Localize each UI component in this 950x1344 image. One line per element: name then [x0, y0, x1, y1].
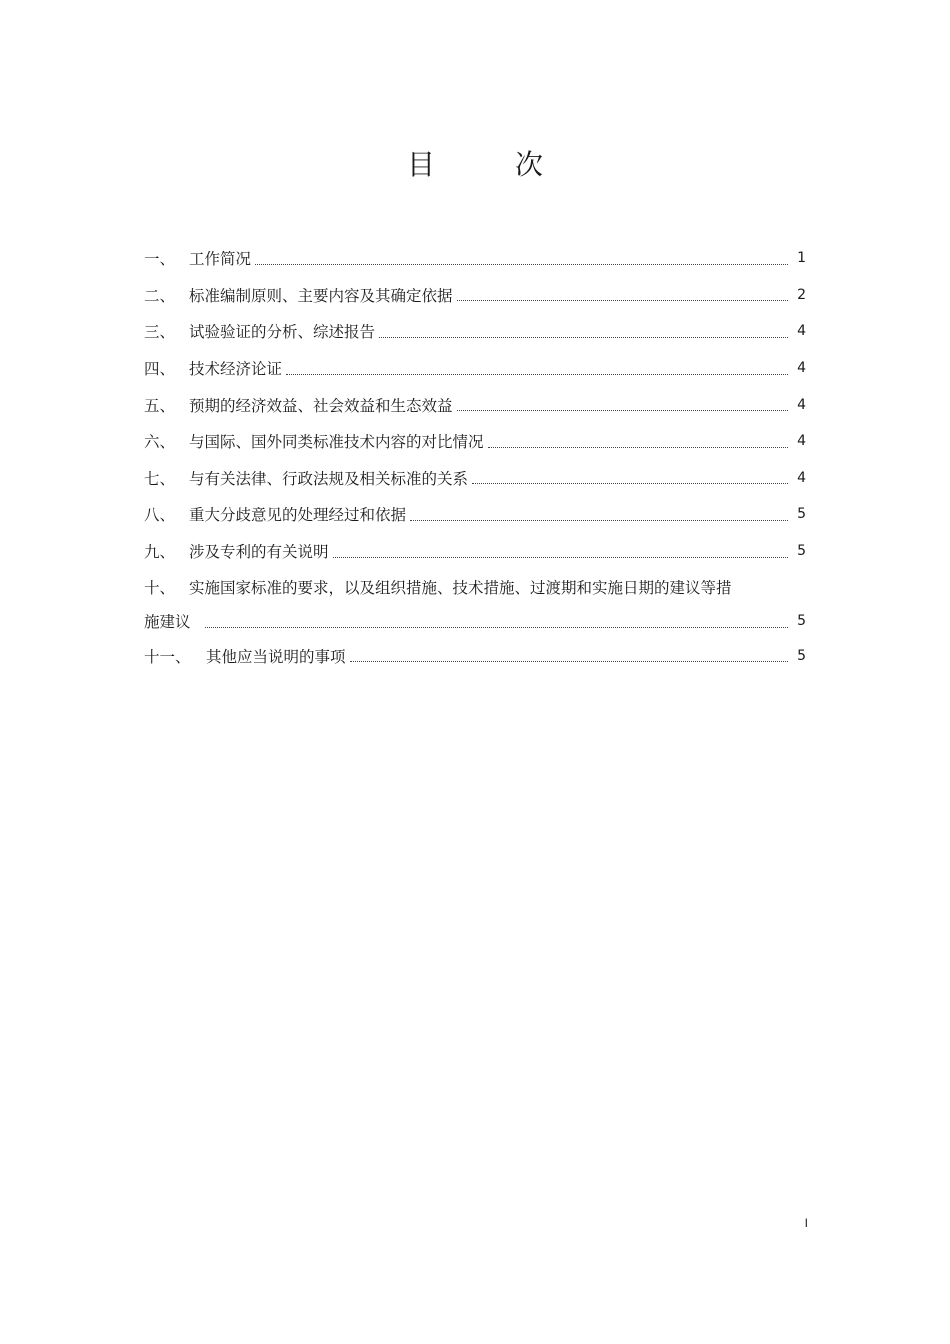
toc-entry-number: 九、 [144, 543, 176, 562]
toc-entry-number: 八、 [144, 506, 176, 525]
toc-entry[interactable] [144, 240, 806, 277]
dot-leader [333, 557, 788, 558]
toc-entry[interactable] [144, 277, 806, 314]
toc-entry-label: 预期的经济效益、社会效益和生态效益 [189, 396, 453, 415]
toc-entry[interactable] [144, 533, 806, 570]
toc-entry-label: 标准编制原则、主要内容及其确定依据 [189, 286, 453, 305]
toc-entry[interactable] [144, 496, 806, 533]
toc-entry-number: 十、 [144, 579, 176, 598]
toc-entry[interactable] [144, 569, 806, 637]
toc-entry-label: 涉及专利的有关说明 [189, 543, 329, 562]
toc-entry-label: 试验验证的分析、综述报告 [189, 323, 376, 342]
dot-leader [286, 374, 788, 375]
dot-leader [472, 483, 788, 484]
toc-entry[interactable] [144, 350, 806, 387]
dot-leader [457, 410, 788, 411]
toc-entry-page: 4 [797, 469, 806, 486]
toc-entry-number: 四、 [144, 360, 176, 379]
dot-leader [488, 447, 788, 448]
toc-entry[interactable] [144, 386, 806, 423]
toc-entry-line [144, 569, 806, 605]
toc-entry-label: 与有关法律、行政法规及相关标准的关系 [189, 469, 469, 488]
toc-entry-number: 一、 [144, 250, 176, 269]
toc-entry[interactable] [144, 313, 806, 350]
toc-entry-page: 1 [797, 250, 806, 267]
toc-entry-label: 工作简况 [189, 250, 252, 269]
toc-entry-page: 2 [797, 286, 806, 303]
dot-leader [350, 661, 788, 662]
toc-entry-page: 4 [797, 323, 806, 340]
toc-entry-number: 十一、 [144, 647, 191, 666]
toc-entry-page: 5 [797, 613, 806, 630]
toc-entry-page: 4 [797, 396, 806, 413]
toc-entry-page: 5 [797, 543, 806, 560]
table-of-contents [144, 240, 806, 674]
toc-entry-page: 4 [797, 360, 806, 377]
toc-entry[interactable] [144, 460, 806, 497]
toc-entry-label: 与国际、国外同类标准技术内容的对比情况 [189, 433, 484, 452]
toc-entry-number: 五、 [144, 396, 176, 415]
toc-title: 目 次 [406, 148, 569, 181]
toc-entry[interactable] [144, 637, 806, 674]
dot-leader [205, 627, 788, 628]
toc-entry-label: 其他应当说明的事项 [206, 647, 346, 666]
toc-entry-number: 六、 [144, 433, 176, 452]
toc-entry-number: 二、 [144, 286, 176, 305]
dot-leader [379, 337, 788, 338]
toc-entry-label: 实施国家标准的要求，以及组织措施、技术措施、过渡期和实施日期的建议等措 [189, 579, 732, 598]
toc-entry-label: 技术经济论证 [189, 360, 283, 379]
toc-entry-number: 七、 [144, 469, 176, 488]
toc-entry[interactable] [144, 423, 806, 460]
toc-entry-label-continued: 施建议 [144, 613, 191, 632]
dot-leader [410, 520, 788, 521]
toc-entry-page: 5 [797, 506, 806, 523]
toc-entry-number: 三、 [144, 323, 176, 342]
toc-entry-page: 5 [797, 647, 806, 664]
page-number: I [804, 1216, 808, 1230]
toc-entry-page: 4 [797, 433, 806, 450]
toc-entry-label: 重大分歧意见的处理经过和依据 [189, 506, 407, 525]
dot-leader [255, 264, 788, 265]
toc-entry-line [144, 605, 806, 637]
dot-leader [457, 300, 788, 301]
